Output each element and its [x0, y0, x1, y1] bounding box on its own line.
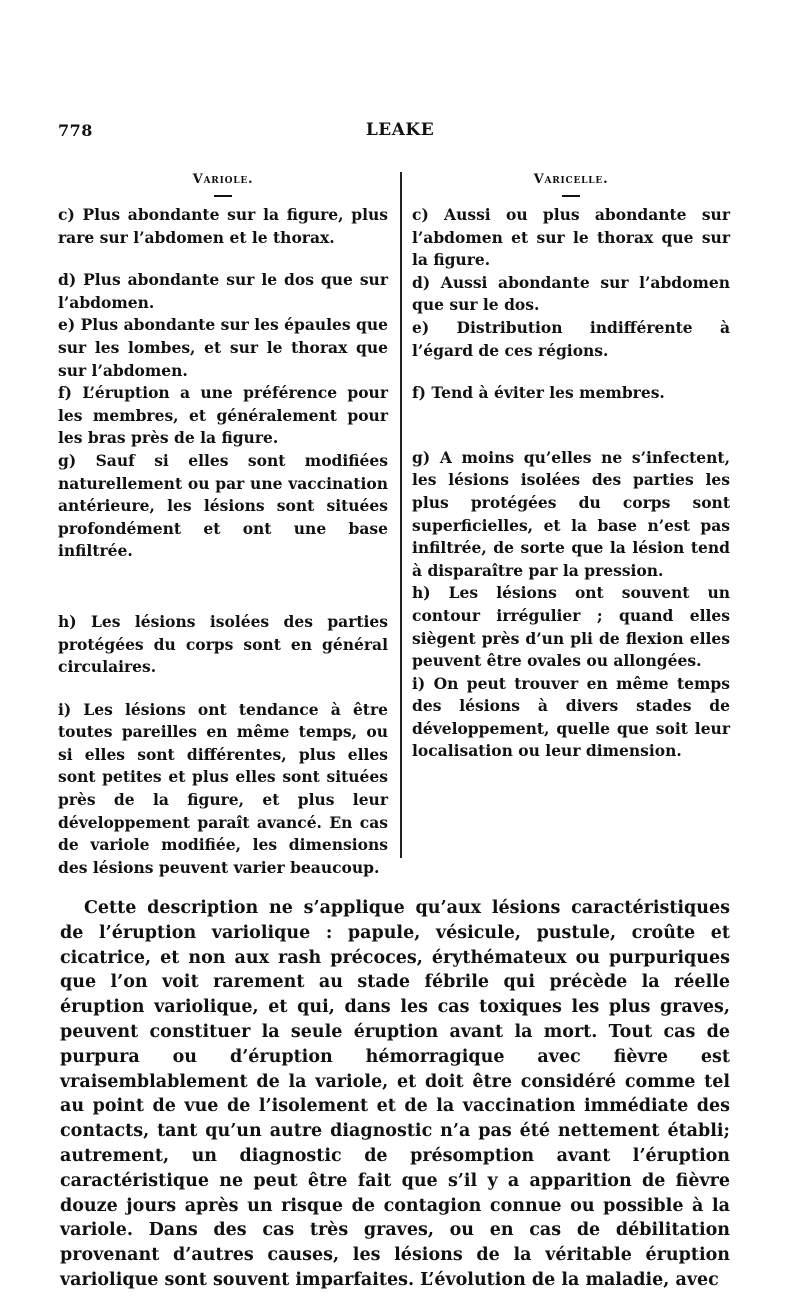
varicelle-item-i: i) On peut trouver en même temps des lésions à divers stades de développement, quelle que soit leur localisation ou leur dimension. — [412, 673, 730, 761]
varicelle-item-g: g) A moins qu’elles ne s’infectent, les lésions isolées des parties les plus protégées du corps sont superficielles, et la base n’est pas infiltrée, de sorte que la lésion tend à disparaître par la pression. — [412, 447, 730, 580]
varicelle-item-d: d) Aussi abondante sur l’abdomen que sur le dos. — [412, 272, 730, 315]
variole-item-d: d) Plus abondante sur le dos que sur l’abdomen. — [58, 270, 388, 312]
variole-item-g: g) Sauf si elles sont modifiées naturellement ou par une vaccination antérieure, les lésions sont situées profondément et ont une base infiltrée. — [58, 450, 388, 561]
heading-rule — [214, 195, 232, 197]
heading-rule — [562, 195, 580, 197]
varicelle-item-c: c) Aussi ou plus abondante sur l’abdomen et sur le thorax que sur la figure. — [412, 205, 730, 270]
body-paragraph: Cette description ne s’applique qu’aux lésions caractéristiques de l’éruption variolique : papule, vésicule, pustule, croûte et cicatrice, et non aux rash précoces, érythémateux ou purpuriques que l’on voit rarement au stade fébrile qui précède la réelle éruption variolique, et qui, dans les cas toxiques les plus graves, peuvent constituer la seule éruption avant la mort. Tout cas de purpura ou d’éruption hémorragique avec fièvre est vraisemblablement de la variole, et doit être considéré comme tel au point de vue de l’isolement et de la vaccination immédiate des contacts, tant qu’un autre diagnostic n’a pas été nettement établi; autrement, un diagnostic de présomption avant l’éruption caractéristique ne peut être fait que s’il y a apparition de fièvre douze jours après un risque de contagion connue ou possible à la variole. Dans des cas très graves, ou en cas de débilitation provenant d’autres causes, les lésions de la véritable éruption variolique sont souvent imparfaites. L’évolution de la maladie, avec — [60, 898, 730, 1290]
varicelle-column-heading: Varicelle. — [533, 172, 609, 187]
variole-column — [58, 170, 388, 879]
running-head: LEAKE — [365, 120, 435, 140]
variole-item-h: h) Les lésions isolées des parties protégées du corps sont en général circulaires. — [58, 611, 388, 677]
variole-column-heading: Variole. — [192, 172, 254, 187]
variole-item-c: c) Plus abondante sur la figure, plus rare sur l’abdomen et le thorax. — [58, 205, 388, 247]
varicelle-item-h: h) Les lésions ont souvent un contour irrégulier ; quand elles siègent près d’un pli de flexion elles peuvent être ovales ou allongées. — [412, 583, 730, 671]
varicelle-item-f: f) Tend à éviter les membres. — [412, 383, 665, 403]
varicelle-column — [412, 170, 730, 763]
column-divider — [400, 172, 402, 858]
variole-item-e: e) Plus abondante sur les épaules que sur les lombes, et sur le thorax que sur l’abdomen. — [58, 315, 388, 380]
page-number: 778 — [58, 121, 93, 140]
variole-item-f: f) L’éruption a une préférence pour les membres, et généralement pour les bras près de la figure. — [58, 383, 388, 448]
variole-item-i: i) Les lésions ont tendance à être toutes pareilles en même temps, ou si elles sont différentes, plus elles sont petites et plus elles sont situées près de la figure, et plus leur développement paraît avancé. En cas de variole modifiée, les dimensions des lésions peuvent varier beaucoup. — [58, 699, 388, 877]
varicelle-item-e: e) Distribution indifférente à l’égard de ces régions. — [412, 317, 730, 360]
